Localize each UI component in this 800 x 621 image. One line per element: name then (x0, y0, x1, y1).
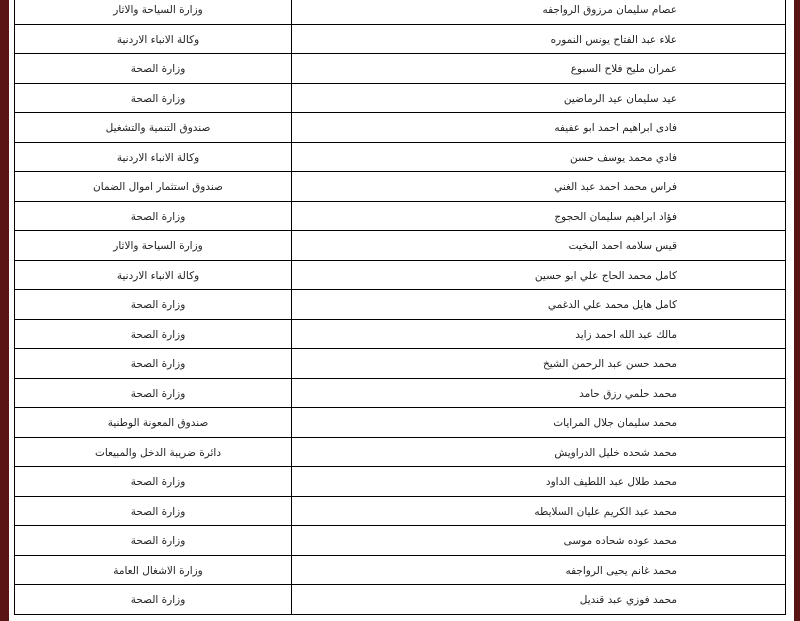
department-cell: صندوق استثمار اموال الضمان (15, 172, 292, 202)
table-row (15, 555, 786, 585)
department-cell: وزارة الاشغال العامة (15, 555, 292, 585)
department-cell: وزارة الصحة (15, 585, 292, 615)
name-cell: قيس سلامه احمد البخيت (292, 231, 786, 261)
table-row (15, 467, 786, 497)
department-cell: وزارة الصحة (15, 378, 292, 408)
right-border-strip (794, 0, 800, 621)
name-cell: فراس محمد احمد عبد الغني (292, 172, 786, 202)
department-cell: وزارة الصحة (15, 54, 292, 84)
table-row (15, 201, 786, 231)
table-row (15, 113, 786, 143)
name-cell: علاء عبد الفتاح يونس النموره (292, 24, 786, 54)
left-border-strip (0, 0, 9, 621)
table-row (15, 378, 786, 408)
table-row (15, 290, 786, 320)
name-cell: عصام سليمان مرزوق الرواجفه (292, 0, 786, 24)
department-cell: وكالة الانباء الاردنية (15, 142, 292, 172)
department-cell: وكالة الانباء الاردنية (15, 24, 292, 54)
department-cell: وزارة الصحة (15, 201, 292, 231)
name-cell: محمد عوده شحاده موسى (292, 526, 786, 556)
table-row (15, 526, 786, 556)
name-cell: مالك عبد الله احمد زايد (292, 319, 786, 349)
department-cell: صندوق التنمية والتشغيل (15, 113, 292, 143)
table-row (15, 585, 786, 615)
department-cell: وزارة الصحة (15, 319, 292, 349)
table-row (15, 260, 786, 290)
department-cell: وكالة الانباء الاردنية (15, 260, 292, 290)
table-row (15, 142, 786, 172)
name-cell: محمد حلمي رزق حامد (292, 378, 786, 408)
name-cell: عمران مليح فلاح السبوع (292, 54, 786, 84)
table-row (15, 349, 786, 379)
name-cell: فؤاد ابراهيم سليمان الحجوج (292, 201, 786, 231)
department-cell: وزارة الصحة (15, 349, 292, 379)
table-row (15, 0, 786, 24)
name-cell: عيد سليمان عيد الرماضين (292, 83, 786, 113)
name-cell: محمد شحده خليل الدراويش (292, 437, 786, 467)
employees-table (14, 0, 786, 615)
department-cell: وزارة الصحة (15, 467, 292, 497)
department-cell: دائرة ضريبة الدخل والمبيعات (15, 437, 292, 467)
table-row (15, 437, 786, 467)
name-cell: محمد فوزي عبد قنديل (292, 585, 786, 615)
name-cell: محمد حسن عبد الرحمن الشيخ (292, 349, 786, 379)
name-cell: كامل محمد الحاج علي ابو حسين (292, 260, 786, 290)
department-cell: وزارة الصحة (15, 83, 292, 113)
table-row (15, 496, 786, 526)
table-row (15, 172, 786, 202)
department-cell: وزارة الصحة (15, 496, 292, 526)
department-cell: وزارة السياحة والاثار (15, 0, 292, 24)
name-cell: كامل هايل محمد علي الدغمي (292, 290, 786, 320)
name-cell: محمد غانم يحيى الرواجفه (292, 555, 786, 585)
name-cell: فادي محمد يوسف حسن (292, 142, 786, 172)
department-cell: صندوق المعونة الوطنية (15, 408, 292, 438)
name-cell: محمد سليمان جلال المرايات (292, 408, 786, 438)
name-cell: محمد طلال عبد اللطيف الداود (292, 467, 786, 497)
table-row (15, 24, 786, 54)
table-row (15, 231, 786, 261)
table-row (15, 408, 786, 438)
department-cell: وزارة السياحة والاثار (15, 231, 292, 261)
table-row (15, 83, 786, 113)
table-row (15, 319, 786, 349)
table-row (15, 54, 786, 84)
name-cell: فادى ابراهيم احمد ابو عفيفه (292, 113, 786, 143)
name-cell: محمد عبد الكريم عليان السلايطه (292, 496, 786, 526)
department-cell: وزارة الصحة (15, 290, 292, 320)
department-cell: وزارة الصحة (15, 526, 292, 556)
